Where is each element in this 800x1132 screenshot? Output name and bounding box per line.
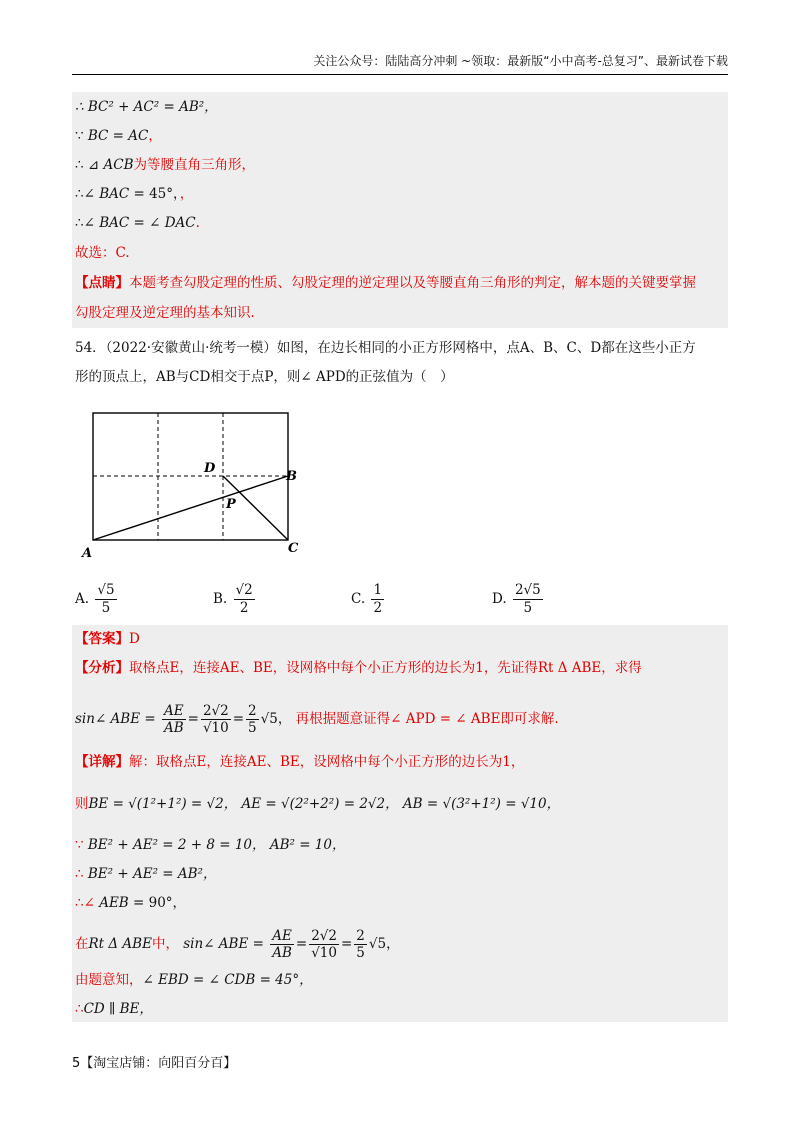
detail-line-5: ∴∠ AEB = 90°，: [75, 895, 187, 911]
because-symbol: ∵: [75, 128, 88, 144]
header-text: 关注公众号：陆陆高分冲刺 ~领取：最新版“小中高考-总复习”、最新试卷下载: [313, 54, 728, 68]
math-expression: Rt Δ ABE: [88, 936, 152, 952]
option-label: C.: [351, 591, 366, 607]
answer-line: [75, 629, 728, 649]
math-expression: BAC: [99, 215, 130, 231]
comment-tag: 【点睛】: [75, 275, 129, 291]
math-expression: √5，: [368, 936, 400, 952]
detail-line-4: ∴ BE² + AE² = AB²，: [75, 866, 217, 882]
analysis-tag: 【分析】: [75, 660, 129, 676]
point-label-a: A: [82, 546, 93, 561]
detail-text: 解：取格点E，连接AE、BE，设网格中每个小正方形的边长为1，: [129, 754, 525, 770]
detail-line-7: 由题意知，∠ EBD = ∠ CDB = 45°，: [75, 972, 313, 988]
detail-line-1: [75, 752, 728, 772]
math-expression: BE² + AE² = 2 + 8 = 10， AB² = 10，: [87, 837, 346, 853]
math-expression: ∴ BC² + AC² = AB²，: [75, 99, 218, 115]
answer-text: D: [129, 631, 140, 647]
analysis-line-2: sin∠ ABE = $\frac{AE}{AB}$ = $\frac{2√2}{√10}$ = $\frac{2}{5}$ √5， 再根据题意证得∠ APD = ∠ ABE即可求解.: [75, 703, 559, 736]
fraction: $\frac{2√2}{√10}$: [202, 703, 229, 736]
fraction: $\frac{1}{2}$: [373, 582, 383, 616]
math-expression: BE² + AE² = AB²，: [87, 866, 217, 882]
fraction: $\frac{2}{5}$: [356, 928, 365, 961]
math-expression: AEB: [99, 895, 129, 911]
detail-line-6: 在Rt Δ ABE中， sin∠ ABE = $\frac{AE}{AB}$ = $\frac{2√2}{√10}$ = $\frac{2}{5}$ √5，: [75, 928, 400, 961]
line-angle-45: ∴∠ BAC = 45°，，: [75, 186, 194, 202]
math-expression: BAC: [99, 186, 130, 202]
detail-tag: 【详解】: [75, 754, 129, 770]
option-label: D.: [492, 591, 507, 607]
point-label-d: D: [204, 461, 216, 476]
statement-text: 为等腰直角三角形，: [133, 157, 255, 173]
grid-figure: [80, 405, 320, 565]
math-expression: DAC: [164, 215, 196, 231]
analysis-text: 取格点E，连接AE、BE，设网格中每个小正方形的边长为1，先证得Rt Δ ABE，求得: [129, 660, 642, 676]
question-text: 54．（2022·安徽黄山·统考一模）如图，在边长相同的小正方形网格中，点A、B、C、D都在这些小正方: [75, 340, 696, 356]
comment-text: 本题考查勾股定理的性质、勾股定理的逆定理以及等腰直角三角形的判定，解本题的关键要掌握: [129, 275, 696, 291]
fraction: $\frac{2√5}{5}$: [514, 582, 541, 616]
math-expression: sin∠ ABE =: [75, 711, 156, 727]
line-comment-1: [75, 273, 728, 293]
therefore-symbol: ∴∠: [75, 215, 100, 231]
detail-line-8: ∴CD ∥ BE，: [75, 1001, 153, 1017]
footer-text: 5【淘宝店铺：向阳百分百】: [72, 1056, 237, 1071]
option-label: B.: [213, 591, 228, 607]
line-bc-eq-ac: ∵ BC = AC，: [75, 128, 162, 144]
line-angle-equal: ∴∠ BAC = ∠ DAC.: [75, 215, 200, 231]
question-line-2: [75, 367, 728, 387]
line-isosceles: [75, 155, 728, 175]
math-expression: √5，: [260, 711, 292, 727]
math-expression: BE = √(1²+1²) = √2， AE = √(2²+2²) = 2√2， AB = √(3²+1²) = √10，: [88, 796, 561, 812]
math-expression: ∠ EBD = ∠ CDB = 45°，: [142, 972, 313, 988]
therefore-symbol: ∴ ⊿: [75, 157, 104, 173]
point-label-b: B: [286, 469, 297, 484]
option-d[interactable]: [492, 582, 545, 617]
fraction: $\frac{AE}{AB}$: [272, 928, 292, 961]
line-choice: [75, 243, 728, 263]
therefore-symbol: ∴∠: [75, 186, 100, 202]
math-expression: ACB: [103, 157, 134, 173]
point-label-p: P: [226, 497, 236, 512]
math-expression: BC = AC: [87, 128, 149, 144]
option-label: A.: [75, 591, 90, 607]
math-expression: = 45°，: [129, 186, 180, 202]
math-expression: sin∠ ABE =: [183, 936, 264, 952]
page-header: [72, 52, 728, 75]
detail-line-2: 则BE = √(1²+1²) = √2， AE = √(2²+2²) = 2√2， AB = √(3²+1²) = √10，: [75, 796, 561, 812]
math-expression: CD ∥ BE，: [83, 1001, 153, 1017]
analysis-text: 再根据题意证得∠ APD = ∠ ABE即可求解.: [295, 711, 559, 727]
fraction: $\frac{2}{5}$: [248, 703, 257, 736]
choice-text: 故选：C.: [75, 245, 130, 261]
option-a[interactable]: [75, 582, 119, 617]
question-text: 形的顶点上，AB与CD相交于点P，则∠ APD的正弦值为（ ）: [75, 369, 454, 385]
math-expression: = ∠: [129, 215, 165, 231]
segment-ab: [93, 476, 288, 540]
fraction: $\frac{2√2}{√10}$: [311, 928, 337, 961]
line-pythagoras: [75, 97, 728, 117]
math-expression: = 90°，: [128, 895, 187, 911]
line-comment-2: [75, 303, 728, 323]
fraction: $\frac{√5}{5}$: [97, 582, 115, 616]
point-label-c: C: [288, 541, 299, 556]
option-c[interactable]: [351, 582, 386, 617]
option-b[interactable]: [213, 582, 257, 617]
question-line-1: [75, 338, 728, 358]
fraction: $\frac{√2}{2}$: [235, 582, 253, 616]
answer-tag: 【答案】: [75, 631, 129, 647]
page-footer: [72, 1052, 236, 1071]
detail-line-3: ∵ BE² + AE² = 2 + 8 = 10， AB² = 10，: [75, 837, 346, 853]
fraction: $\frac{AE}{AB}$: [163, 703, 184, 736]
analysis-line-1: [75, 658, 728, 678]
comment-text: 勾股定理及逆定理的基本知识.: [75, 305, 255, 321]
